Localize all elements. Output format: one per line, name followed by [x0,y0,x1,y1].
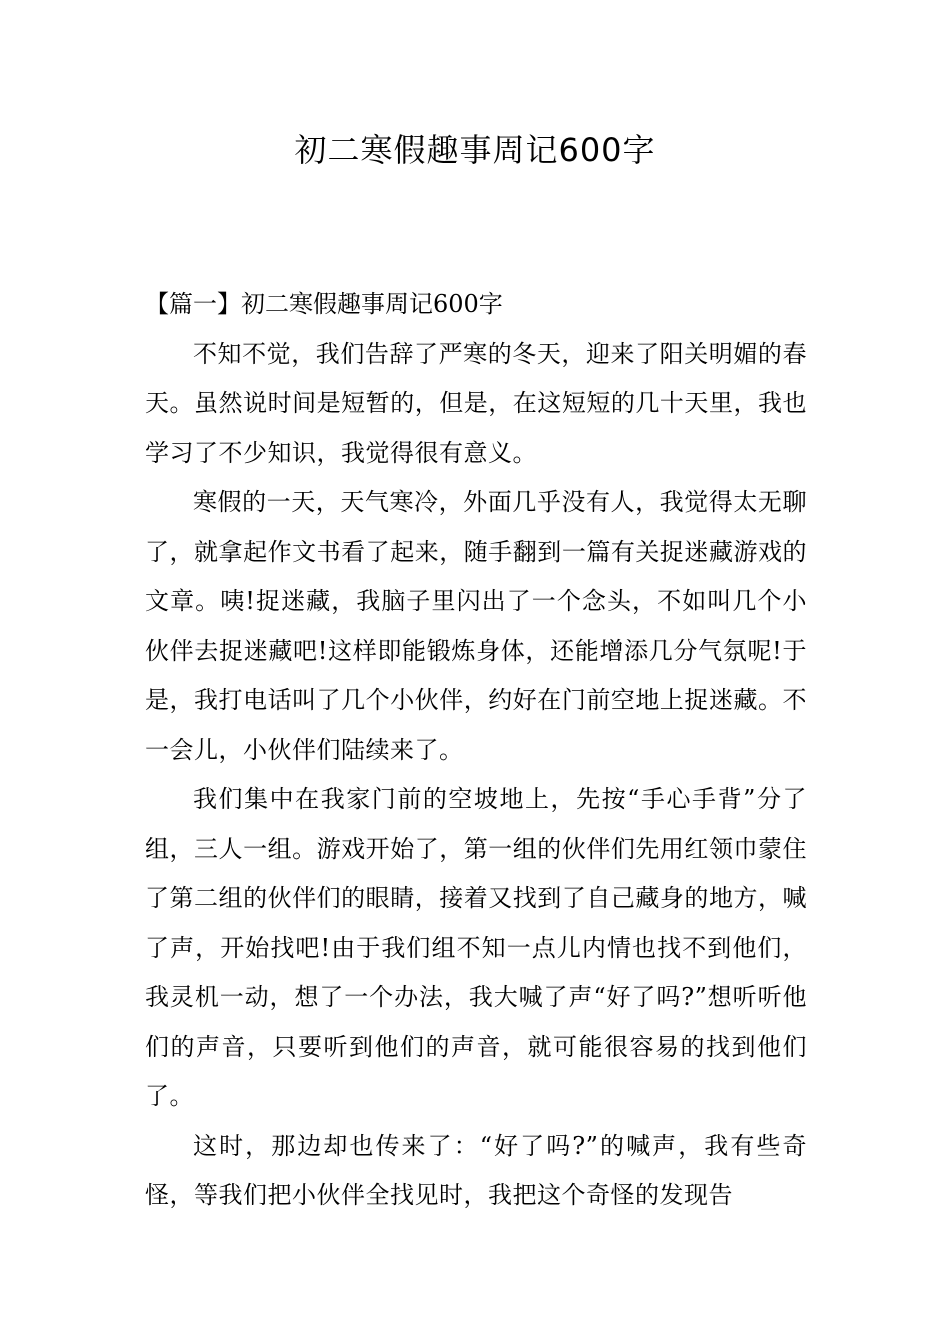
section-heading: 【篇一】初二寒假趣事周记600字 [145,290,503,318]
document-body [145,280,807,1221]
paragraph-1: 不知不觉，我们告辞了严寒的冬天，迎来了阳关明媚的春天。虽然说时间是短暂的，但是，在这短短的几十天里，我也学习了不少知识，我觉得很有意义。 [145,339,807,467]
paragraph-3: 我们集中在我家门前的空坡地上，先按“手心手背”分了组，三人一组。游戏开始了，第一组的伙伴们先用红领巾蒙住了第二组的伙伴们的眼睛，接着又找到了自己藏身的地方，喊了声，开始找吧!由于我们组不知一点儿内情也找不到他们，我灵机一动，想了一个办法，我大喊了声“好了吗?”想听听他们的声音，只要听到他们的声音，就可能很容易的找到他们了。 [145,785,807,1110]
document-title: 初二寒假趣事周记600字 [294,131,656,169]
paragraph-2: 寒假的一天，天气寒冷，外面几乎没有人，我觉得太无聊了，就拿起作文书看了起来，随手翻到一篇有关捉迷藏游戏的文章。咦!捉迷藏，我脑子里闪出了一个念头，不如叫几个小伙伴去捉迷藏吧!这样即能锻炼身体，还能增添几分气氛呢!于是，我打电话叫了几个小伙伴，约好在门前空地上捉迷藏。不一会儿，小伙伴们陆续来了。 [145,488,807,764]
paragraph-4: 这时，那边却也传来了：“好了吗?”的喊声，我有些奇怪，等我们把小伙伴全找见时，我把这个奇怪的发现告 [145,1131,807,1209]
